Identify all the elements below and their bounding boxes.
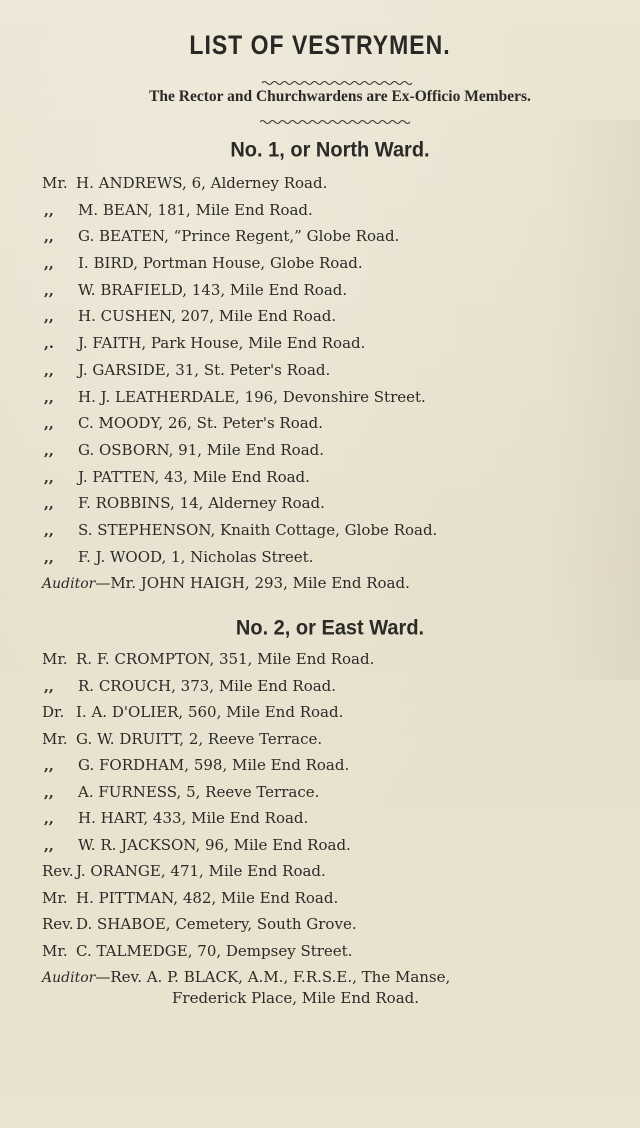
member-name: G. FORDHAM bbox=[78, 756, 185, 774]
member-name: S. STEPHENSON bbox=[78, 520, 211, 539]
member-name: G. OSBORN bbox=[78, 440, 169, 459]
member-title: Mr. bbox=[42, 941, 68, 960]
member-title: Dr. bbox=[42, 703, 65, 721]
ward-member-list-north bbox=[42, 173, 622, 599]
ward-heading-north: No. 1, or North Ward. bbox=[230, 138, 430, 162]
member-name: G. BEATEN bbox=[78, 227, 165, 246]
ornamental-rule-bottom bbox=[260, 119, 410, 125]
member-entry: ,, G. BEATEN, “Prince Regent,” Globe Road. bbox=[44, 227, 400, 246]
member-title: ,, bbox=[44, 496, 54, 513]
member-entry: ,, J. GARSIDE, 31, St. Peter's Road. bbox=[44, 360, 331, 379]
member-name: J. ORANGE bbox=[76, 862, 161, 880]
member-entry: ,, H. HART, 433, Mile End Road. bbox=[44, 809, 309, 827]
member-address: Park House, Mile End Road. bbox=[150, 334, 366, 353]
member-title: ,, bbox=[44, 811, 54, 827]
ward-heading-east: No. 2, or East Ward. bbox=[235, 616, 425, 640]
member-title: Rev. bbox=[42, 915, 74, 933]
member-name: H. CUSHEN bbox=[78, 307, 172, 326]
member-address: 2, Reeve Terrace. bbox=[188, 729, 323, 748]
member-address: 91, Mile End Road. bbox=[178, 440, 325, 459]
member-entry: ,, W. BRAFIELD, 143, Mile End Road. bbox=[44, 280, 348, 299]
member-entry: ,, R. CROUCH, 373, Mile End Road. bbox=[44, 676, 337, 695]
member-title: Mr. bbox=[42, 174, 68, 192]
member-title: ,, bbox=[44, 442, 54, 459]
ward-auditor bbox=[42, 967, 622, 1011]
member-entry: Mr. G. W. DRUITT, 2, Reeve Terrace. bbox=[42, 729, 323, 748]
member-address: 5, Reeve Terrace. bbox=[186, 782, 320, 801]
member-entry: ,, W. R. JACKSON, 96, Mile End Road. bbox=[44, 835, 351, 854]
auditor-details: —Mr. JOHN HAIGH, 293, Mile End Road. bbox=[95, 574, 410, 593]
member-address: 6, Alderney Road. bbox=[191, 174, 328, 192]
member-title: ,, bbox=[44, 837, 54, 854]
member-title: ,. bbox=[44, 336, 54, 353]
member-title: ,, bbox=[44, 784, 54, 801]
member-entry: ,. J. FAITH, Park House, Mile End Road. bbox=[44, 334, 366, 353]
member-name: W. R. JACKSON bbox=[78, 835, 196, 854]
member-name: I. BIRD bbox=[78, 254, 134, 273]
member-address: 560, Mile End Road. bbox=[187, 703, 344, 721]
auditor-details-continued: Frederick Place, Mile End Road. bbox=[172, 989, 420, 1007]
member-entry: ,, J. PATTEN, 43, Mile End Road. bbox=[44, 467, 310, 486]
member-address: 207, Mile End Road. bbox=[180, 307, 337, 326]
member-entry: Mr. H. ANDREWS, 6, Alderney Road. bbox=[42, 174, 328, 192]
member-entry: ,, H. CUSHEN, 207, Mile End Road. bbox=[44, 307, 337, 326]
member-entry: ,, F. J. WOOD, 1, Nicholas Street. bbox=[44, 547, 314, 566]
member-title: ,, bbox=[44, 309, 54, 326]
member-address: 96, Mile End Road. bbox=[204, 835, 351, 854]
auditor-label: Auditor bbox=[42, 576, 96, 593]
member-title: ,, bbox=[44, 282, 54, 299]
auditor-label: Auditor bbox=[42, 970, 96, 986]
member-address: 373, Mile End Road. bbox=[180, 676, 337, 695]
member-address: 598, Mile End Road. bbox=[193, 756, 350, 774]
member-address: 482, Mile End Road. bbox=[182, 888, 339, 907]
member-entry: Rev. J. ORANGE, 471, Mile End Road. bbox=[42, 862, 326, 880]
member-entry: ,, M. BEAN, 181, Mile End Road. bbox=[44, 200, 313, 219]
member-name: M. BEAN bbox=[78, 200, 148, 219]
member-title: ,, bbox=[44, 256, 54, 273]
member-title: ,, bbox=[44, 229, 54, 246]
member-address: 196, Devonshire Street. bbox=[244, 387, 426, 406]
member-entry: ,, S. STEPHENSON, Knaith Cottage, Globe Road. bbox=[44, 520, 438, 539]
member-entry: Dr. I. A. D'OLIER, 560, Mile End Road. bbox=[42, 703, 344, 721]
member-name: H. PITTMAN bbox=[76, 888, 174, 907]
member-address: 471, Mile End Road. bbox=[170, 862, 326, 880]
member-address: Knaith Cottage, Globe Road. bbox=[220, 520, 438, 539]
ex-officio-note: The Rector and Churchwardens are Ex-Officio Members. bbox=[149, 88, 531, 105]
member-entry: ,, H. J. LEATHERDALE, 196, Devonshire Street. bbox=[44, 387, 426, 406]
member-address: Portman House, Globe Road. bbox=[142, 254, 363, 273]
member-title: ,, bbox=[44, 678, 54, 695]
member-address: 43, Mile End Road. bbox=[164, 467, 310, 486]
member-name: H. HART bbox=[78, 809, 144, 827]
auditor-details: —Rev. A. P. BLACK, A.M., F.R.S.E., The Manse, bbox=[95, 968, 451, 986]
member-name: J. FAITH bbox=[78, 334, 142, 353]
member-name: F. J. WOOD bbox=[78, 547, 162, 566]
member-entry: Rev. D. SHABOE, Cemetery, South Grove. bbox=[42, 915, 357, 933]
member-title: ,, bbox=[44, 469, 54, 486]
member-entry: ,, I. BIRD, Portman House, Globe Road. bbox=[44, 254, 363, 273]
member-address: 31, St. Peter's Road. bbox=[175, 360, 331, 379]
member-title: Mr. bbox=[42, 888, 68, 907]
member-name: R. F. CROMPTON bbox=[76, 650, 210, 668]
member-title: ,, bbox=[44, 362, 54, 379]
member-name: I. A. D'OLIER bbox=[76, 703, 179, 721]
member-entry: ,, G. FORDHAM, 598, Mile End Road. bbox=[44, 756, 350, 774]
member-name: J. PATTEN bbox=[78, 467, 155, 486]
member-title: ,, bbox=[44, 758, 54, 774]
ward-auditor bbox=[42, 573, 622, 599]
member-title: ,, bbox=[44, 416, 54, 433]
member-name: W. BRAFIELD bbox=[78, 280, 183, 299]
member-address: 14, Alderney Road. bbox=[179, 494, 325, 513]
member-address: 26, St. Peter's Road. bbox=[167, 414, 324, 433]
member-entry: Mr. R. F. CROMPTON, 351, Mile End Road. bbox=[42, 650, 375, 668]
member-name: F. ROBBINS bbox=[78, 494, 171, 513]
ornamental-rule-top bbox=[262, 80, 412, 86]
member-entry: ,, F. ROBBINS, 14, Alderney Road. bbox=[44, 494, 325, 513]
member-title: Rev. bbox=[42, 862, 74, 880]
member-title: Mr. bbox=[42, 650, 68, 668]
member-name: C. MOODY bbox=[78, 414, 159, 433]
member-name: H. ANDREWS bbox=[76, 174, 183, 192]
member-address: 433, Mile End Road. bbox=[152, 809, 309, 827]
member-address: 143, Mile End Road. bbox=[191, 280, 348, 299]
ward-member-list-east bbox=[42, 649, 622, 1011]
member-name: C. TALMEDGE bbox=[76, 941, 188, 960]
member-title: ,, bbox=[44, 522, 54, 539]
member-name: J. GARSIDE bbox=[78, 360, 166, 379]
member-address: 181, Mile End Road. bbox=[157, 200, 313, 219]
member-title: ,, bbox=[44, 549, 54, 566]
member-entry: ,, A. FURNESS, 5, Reeve Terrace. bbox=[44, 782, 320, 801]
member-name: A. FURNESS bbox=[78, 782, 177, 801]
member-address: 351, Mile End Road. bbox=[218, 650, 375, 668]
member-name: R. CROUCH bbox=[78, 676, 172, 695]
member-title: ,, bbox=[44, 389, 54, 406]
member-entry: Mr. H. PITTMAN, 482, Mile End Road. bbox=[42, 888, 339, 907]
member-entry: ,, C. MOODY, 26, St. Peter's Road. bbox=[44, 414, 324, 433]
member-address: 1, Nicholas Street. bbox=[171, 547, 314, 566]
member-name: D. SHABOE bbox=[76, 915, 166, 933]
member-name: G. W. DRUITT bbox=[76, 729, 180, 748]
member-title: Mr. bbox=[42, 729, 68, 748]
page-title: LIST OF VESTRYMEN. bbox=[189, 29, 451, 60]
member-address: 70, Dempsey Street. bbox=[197, 941, 353, 960]
member-title: ,, bbox=[44, 202, 54, 219]
member-entry: ,, G. OSBORN, 91, Mile End Road. bbox=[44, 440, 325, 459]
member-name: H. J. LEATHERDALE bbox=[78, 387, 236, 406]
member-address: “Prince Regent,” Globe Road. bbox=[173, 227, 400, 246]
member-address: Cemetery, South Grove. bbox=[175, 915, 357, 933]
member-entry: Mr. C. TALMEDGE, 70, Dempsey Street. bbox=[42, 941, 353, 960]
